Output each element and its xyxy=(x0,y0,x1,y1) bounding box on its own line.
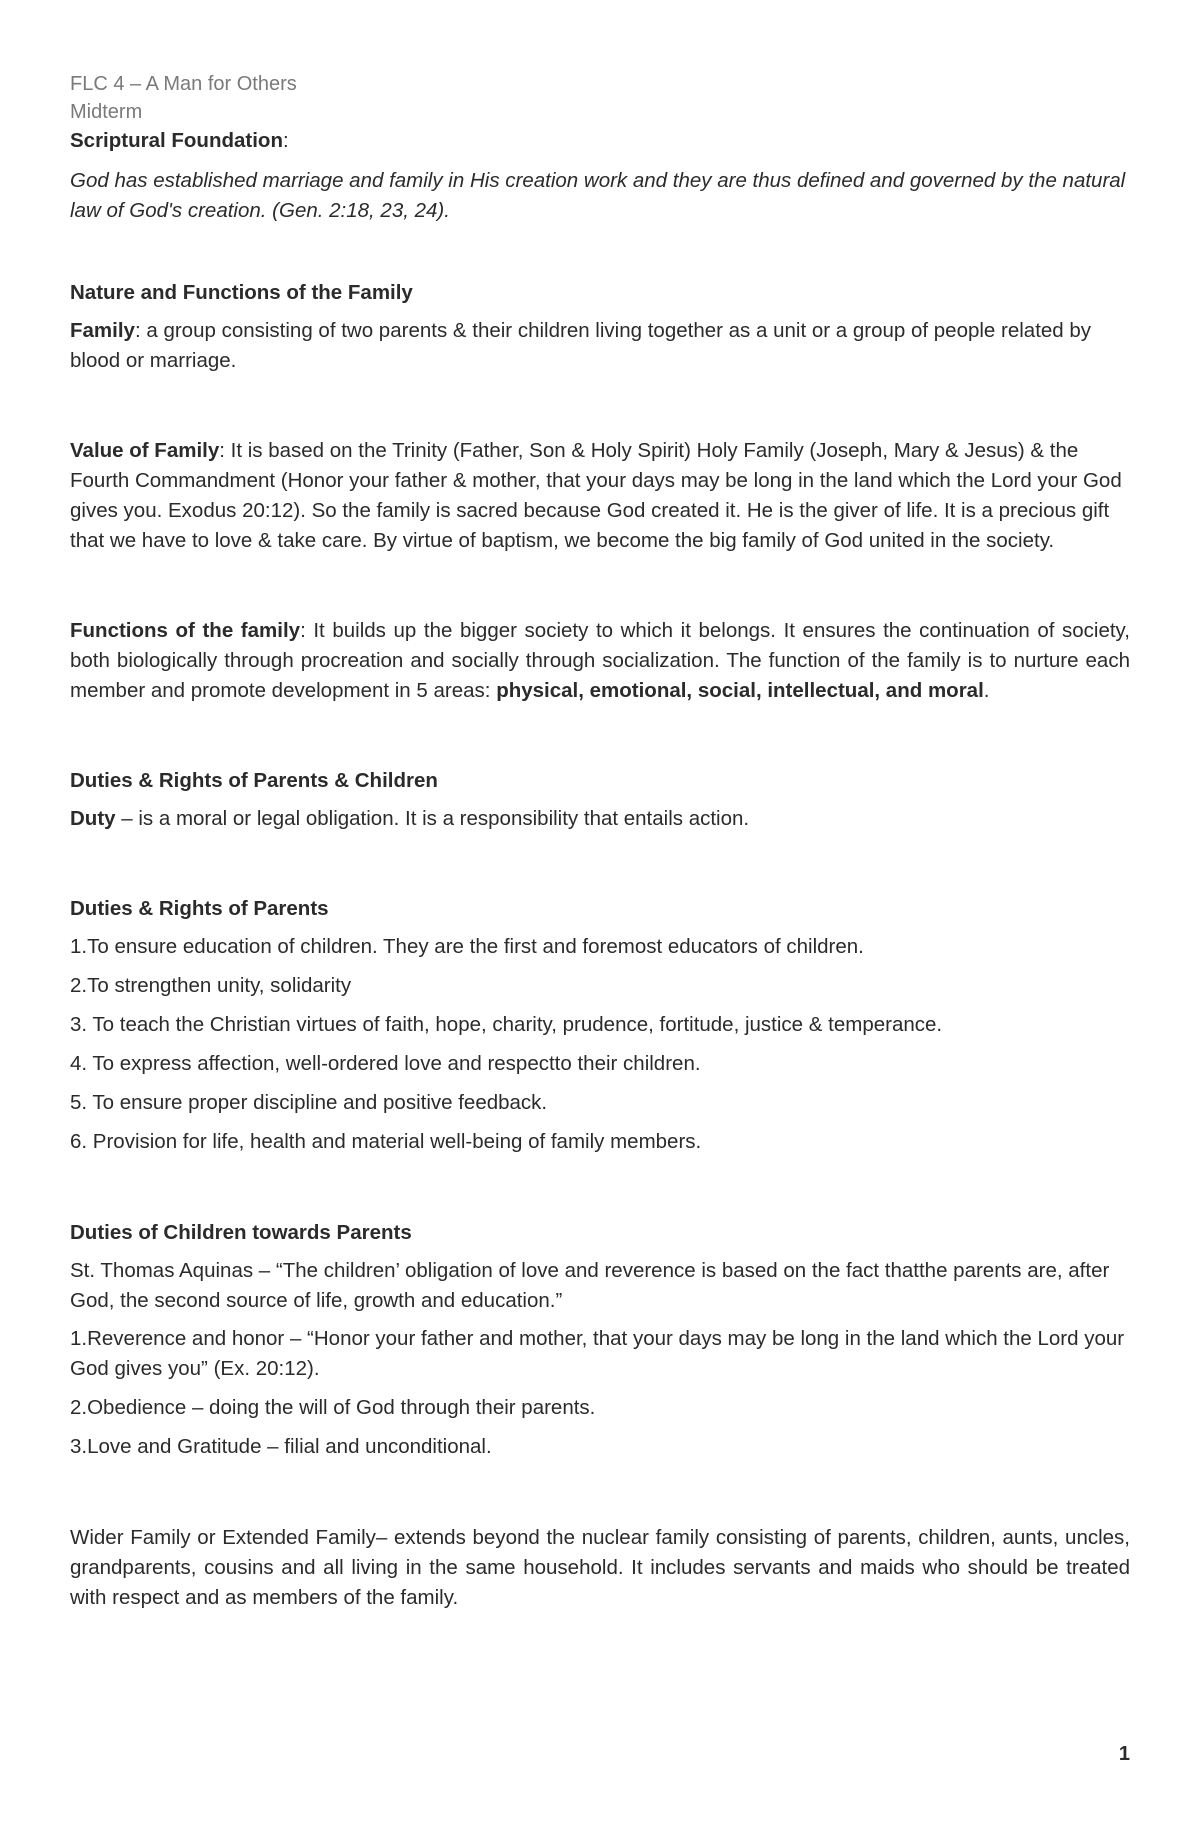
parents-item: 1.To ensure education of children. They are the first and foremost educators of children. xyxy=(70,935,864,958)
functions-term: Functions of the family xyxy=(70,619,301,642)
functions-text: : It builds up the bigger society to which it belongs. It ensures the continuation of society, both biologically through procreation and socially through socialization. The function of the family is to nurture each member and promote development in 5 areas: xyxy=(70,619,1130,702)
page-number: 1 xyxy=(1118,1743,1130,1765)
children-item: 2.Obedience – doing the will of God through their parents. xyxy=(70,1396,596,1419)
parents-item: 6. Provision for life, health and material well-being of family members. xyxy=(70,1130,702,1153)
scriptural-heading-line xyxy=(70,126,1130,156)
term-label: Midterm xyxy=(70,101,143,123)
scriptural-text: God has established marriage and family in His creation work and they are thus defined and governed by the natural law of God's creation. (Gen. 2:18, 23, 24). xyxy=(70,169,1126,222)
parents-heading: Duties & Rights of Parents xyxy=(70,897,329,920)
duty-term: Duty xyxy=(70,807,116,830)
duty-definition xyxy=(70,804,1130,834)
family-definition xyxy=(70,316,1130,376)
functions-of-family xyxy=(70,616,1130,706)
functions-end: . xyxy=(983,679,990,702)
nature-heading: Nature and Functions of the Family xyxy=(70,281,413,304)
parents-item: 2.To strengthen unity, solidarity xyxy=(70,974,352,997)
wider-family-text: Wider Family or Extended Family– extends beyond the nuclear family consisting of parents, children, aunts, uncles, grandparents, cousins and all living in the same household. It includes servants and maids who should be treated with respect and as members of the family. xyxy=(70,1526,1130,1609)
value-text: : It is based on the Trinity (Father, Son & Holy Spirit) Holy Family (Joseph, Mary & Jesus) & the Fourth Commandment (Honor your father & mother, that your days may be long in the land which the Lord your God gives you. Exodus 20:12). So the family is sacred because God created it. He is the giver of life. It is a precious gift that we have to love & take care. By virtue of baptism, we become the big family of God united in the society. xyxy=(70,439,1122,552)
aquinas-quote: St. Thomas Aquinas – “The children’ obligation of love and reverence is based on the fact thatthe parents are, after God, the second source of life, growth and education.” xyxy=(70,1259,1110,1312)
value-of-family xyxy=(70,436,1130,556)
value-term: Value of Family xyxy=(70,439,220,462)
parents-item: 4. To express affection, well-ordered love and respectto their children. xyxy=(70,1052,701,1075)
parents-item: 5. To ensure proper discipline and positive feedback. xyxy=(70,1091,548,1114)
children-item: 3.Love and Gratitude – filial and unconditional. xyxy=(70,1435,492,1458)
duty-def-text: – is a moral or legal obligation. It is a responsibility that entails action. xyxy=(115,807,750,830)
functions-areas: physical, emotional, social, intellectual, and moral xyxy=(496,679,984,702)
duties-heading: Duties & Rights of Parents & Children xyxy=(70,769,438,792)
document-page xyxy=(70,70,1130,1621)
children-heading: Duties of Children towards Parents xyxy=(70,1221,412,1244)
parents-item: 3. To teach the Christian virtues of faith, hope, charity, prudence, fortitude, justice & temperance. xyxy=(70,1013,943,1036)
family-def-text: : a group consisting of two parents & their children living together as a unit or a group of people related by blood or marriage. xyxy=(70,319,1092,372)
scriptural-colon: : xyxy=(282,129,289,152)
children-item: 1.Reverence and honor – “Honor your father and mother, that your days may be long in the land which the Lord your God gives you” (Ex. 20:12). xyxy=(70,1327,1125,1380)
course-title: FLC 4 – A Man for Others xyxy=(70,73,297,95)
scriptural-heading: Scriptural Foundation xyxy=(70,129,283,152)
family-term: Family xyxy=(70,319,135,342)
